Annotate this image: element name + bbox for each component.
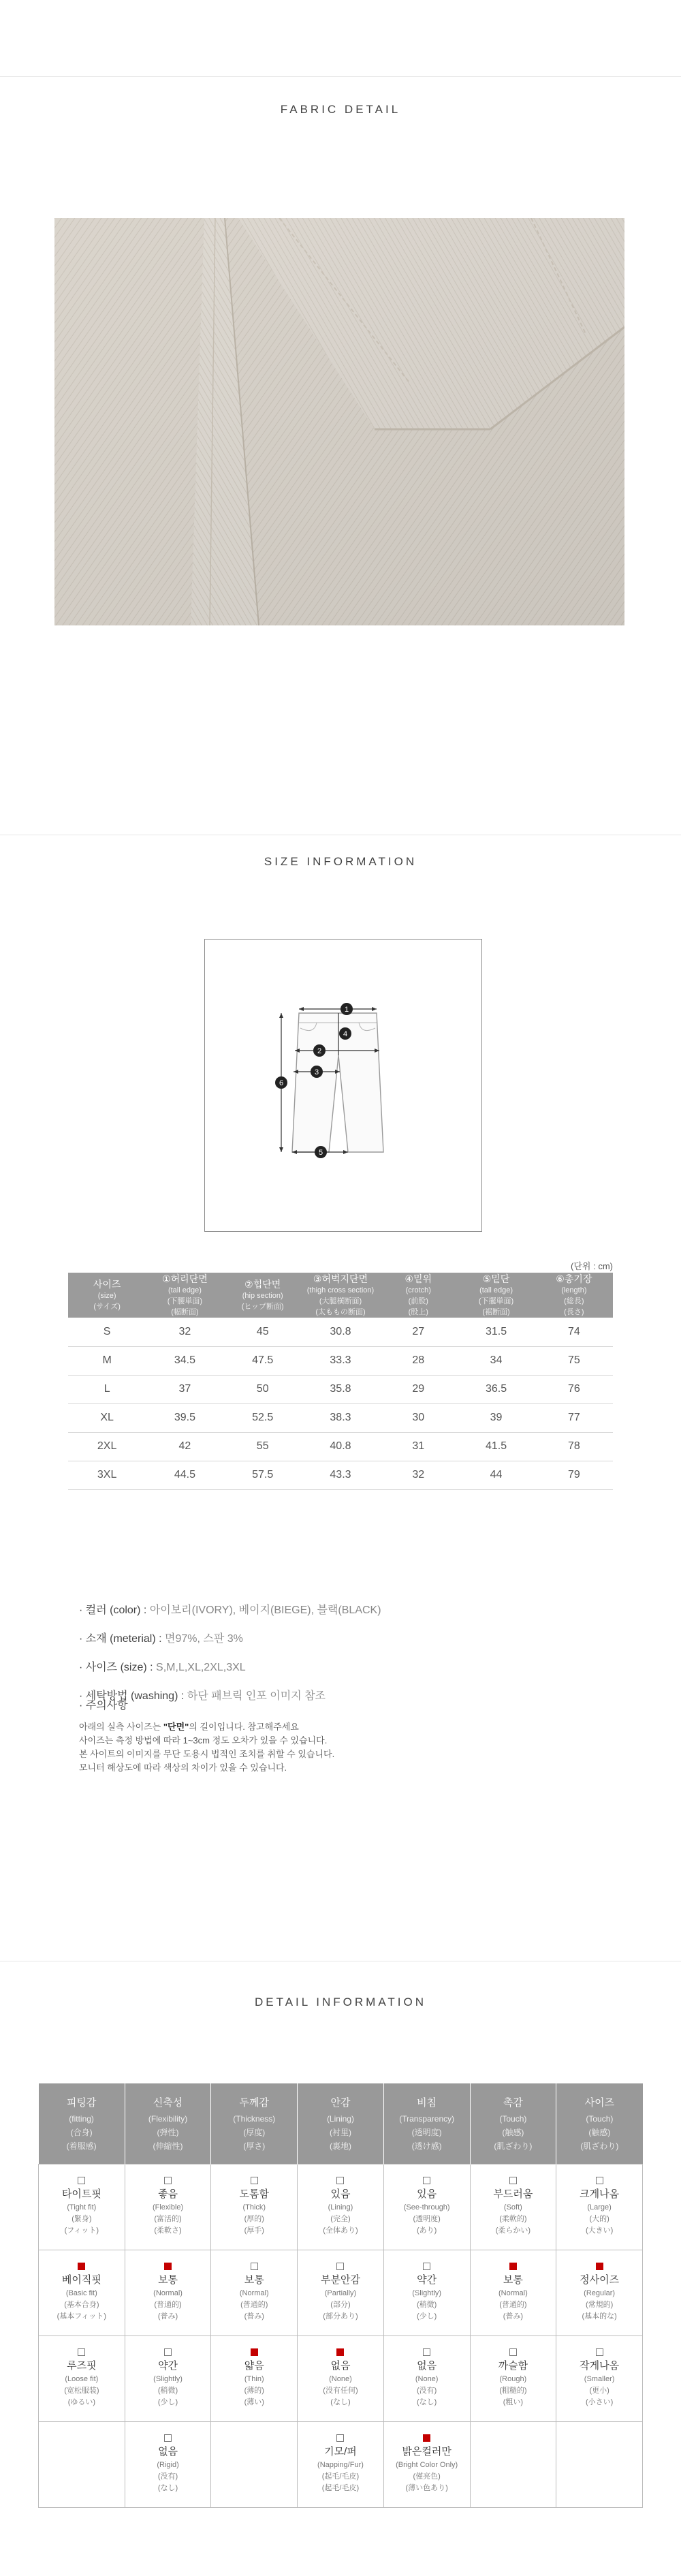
value-cell: 75 [535, 1346, 613, 1375]
unchecked-box-icon [423, 2348, 430, 2356]
unchecked-box-icon [596, 2177, 603, 2184]
option-sublabel: (基本的な) [582, 2312, 617, 2321]
unchecked-box-icon [423, 2263, 430, 2270]
option-label: 정사이즈 [580, 2274, 620, 2286]
option-sublabel: (厚手) [244, 2226, 264, 2235]
checked-box-icon [596, 2263, 603, 2270]
option-sublabel: (薄い) [244, 2398, 264, 2406]
pants-diagram [205, 940, 483, 1232]
option-sublabel: (薄的) [244, 2387, 264, 2395]
option-sublabel: (Large) [587, 2203, 612, 2212]
notice-line: 아래의 실측 사이즈는 "단면"의 길이입니다. 참고해주세요 [79, 1722, 299, 1732]
value-cell: 36.5 [457, 1375, 535, 1403]
option-label: 보통 [244, 2274, 264, 2286]
hip-col-header: ②힙단면 (hip section) (ヒップ断面) [224, 1273, 302, 1318]
crotch-col-header: ④밑위 (crotch) (前股) (股上) [379, 1273, 457, 1318]
value-cell: 47.5 [224, 1346, 302, 1375]
unchecked-box-icon [336, 2263, 344, 2270]
detail-option [556, 2250, 643, 2336]
option-sublabel: (なし) [417, 2398, 437, 2406]
table-row [68, 1403, 613, 1432]
option-label: 없음 [417, 2360, 437, 2372]
option-sublabel: (Tight fit) [67, 2203, 97, 2212]
option-sublabel: (柔軟さ) [154, 2226, 182, 2235]
size-cell: M [68, 1346, 146, 1375]
option-sublabel: (稍微) [417, 2301, 437, 2309]
option-label: 까슬함 [498, 2360, 528, 2372]
detail-option [470, 2250, 556, 2336]
notice-line: 모니터 해상도에 따라 색상의 차이가 있을 수 있습니다. [79, 1763, 287, 1773]
option-sublabel: (なし) [330, 2398, 351, 2406]
option-sublabel: (粗糙的) [499, 2387, 527, 2395]
option-sublabel: (柔らかい) [495, 2226, 531, 2235]
detail-option [298, 2336, 384, 2421]
option-label: 있음 [330, 2188, 351, 2200]
option-sublabel: (ゆるい) [67, 2398, 96, 2406]
value-cell: 55 [224, 1432, 302, 1461]
value-cell: 52.5 [224, 1403, 302, 1432]
option-sublabel: (Slightly) [153, 2375, 183, 2383]
checked-box-icon [423, 2434, 430, 2442]
option-label: 보통 [158, 2274, 178, 2286]
value-cell: 77 [535, 1403, 613, 1432]
option-sublabel: (Smaller) [584, 2375, 615, 2383]
option-sublabel: (Rough) [499, 2375, 527, 2383]
detail-option [470, 2336, 556, 2421]
checked-box-icon [336, 2348, 344, 2356]
option-sublabel: (小さい) [585, 2398, 614, 2406]
option-sublabel: (Regular) [584, 2289, 616, 2297]
value-cell: 38.3 [302, 1403, 379, 1432]
option-sublabel: (フィット) [64, 2226, 99, 2235]
detail-option [383, 2250, 470, 2336]
notice-title: · 주의사항 [79, 1700, 128, 1711]
value-cell: 29 [379, 1375, 457, 1403]
value-cell: 45 [224, 1318, 302, 1346]
checked-box-icon [251, 2348, 258, 2356]
option-sublabel: (起毛/毛皮) [321, 2484, 360, 2492]
touch-header: 촉감 (Touch) (触感) (肌ざわり) [470, 2083, 556, 2164]
unchecked-box-icon [251, 2177, 258, 2184]
unchecked-box-icon [164, 2434, 172, 2442]
option-label: 없음 [158, 2446, 178, 2457]
option-label: 보통 [503, 2274, 523, 2286]
thigh-col-header: ③허벅지단면 (thigh cross section) (大腿横断面) (太ももの断面) [302, 1273, 379, 1318]
option-label: 약간 [417, 2274, 437, 2286]
notice-line: 사이즈는 측정 방법에 따라 1~3cm 정도 오차가 있을 수 있습니다. [79, 1735, 328, 1745]
option-sublabel: (稍微) [157, 2387, 178, 2395]
info-washing: · 세탁방법 (washing) : 하단 패브릭 인포 이미지 참조 [79, 1690, 326, 1702]
size-cell: S [68, 1318, 146, 1346]
marker-3: 3 [314, 1068, 319, 1076]
option-label: 크게나옴 [580, 2188, 620, 2200]
detail-option [125, 2164, 211, 2250]
value-cell: 44.5 [146, 1461, 223, 1489]
option-sublabel: (部分) [330, 2301, 351, 2309]
value-cell: 50 [224, 1375, 302, 1403]
size-col-header: 사이즈 (size) (サイズ) [68, 1273, 146, 1318]
unchecked-box-icon [78, 2348, 85, 2356]
value-cell: 40.8 [302, 1432, 379, 1461]
info-color: · 컬러 (color) : 아이보리(IVORY), 베이지(BIEGE), 블랙(BLACK) [79, 1604, 381, 1616]
value-cell: 43.3 [302, 1461, 379, 1489]
value-cell: 41.5 [457, 1432, 535, 1461]
detail-option [211, 2336, 298, 2421]
option-label: 부드러움 [493, 2188, 533, 2200]
detail-option [211, 2250, 298, 2336]
detail-option [211, 2164, 298, 2250]
detail-table [38, 2083, 643, 2508]
detail-option-row [39, 2421, 643, 2507]
option-sublabel: (あり) [417, 2226, 437, 2235]
fabric-image [54, 218, 624, 625]
value-cell: 28 [379, 1346, 457, 1375]
option-sublabel: (更小) [589, 2387, 609, 2395]
option-sublabel: (薄い色あり) [405, 2484, 448, 2492]
option-sublabel: (Normal) [239, 2289, 269, 2297]
marker-4: 4 [343, 1030, 348, 1038]
size-table-header [68, 1273, 613, 1318]
option-sublabel: (普み) [157, 2312, 178, 2321]
option-sublabel: (富活的) [154, 2215, 182, 2223]
option-sublabel: (なし) [157, 2484, 178, 2492]
option-label: 얇음 [244, 2360, 264, 2372]
unchecked-box-icon [336, 2434, 344, 2442]
value-cell: 39 [457, 1403, 535, 1432]
detail-option-row [39, 2336, 643, 2421]
checked-box-icon [78, 2263, 85, 2270]
detail-option [298, 2250, 384, 2336]
transparency-header: 비침 (Transparency) (透明度) (透け感) [383, 2083, 470, 2164]
option-label: 타이트핏 [61, 2188, 101, 2200]
value-cell: 32 [379, 1461, 457, 1489]
unchecked-box-icon [251, 2263, 258, 2270]
option-sublabel: (没有任何) [323, 2387, 358, 2395]
detail-option [556, 2164, 643, 2250]
detail-option [125, 2421, 211, 2507]
option-sublabel: (普通的) [154, 2301, 182, 2309]
detail-option [383, 2336, 470, 2421]
option-label: 좋음 [158, 2188, 178, 2200]
option-label: 없음 [330, 2360, 351, 2372]
option-sublabel: (粗い) [503, 2398, 524, 2406]
unchecked-box-icon [164, 2348, 172, 2356]
marker-5: 5 [318, 1149, 323, 1157]
thickness-header: 두께감 (Thickness) (厚度) (厚さ) [211, 2083, 298, 2164]
option-sublabel: (没有) [417, 2387, 437, 2395]
notice-block [79, 1696, 624, 1775]
info-material: · 소재 (meterial) : 면97%, 스판 3% [79, 1633, 243, 1645]
value-cell: 32 [146, 1318, 223, 1346]
checked-box-icon [164, 2263, 172, 2270]
value-cell: 74 [535, 1318, 613, 1346]
option-label: 베이직핏 [61, 2274, 101, 2286]
table-row [68, 1346, 613, 1375]
value-cell: 34.5 [146, 1346, 223, 1375]
value-cell: 78 [535, 1432, 613, 1461]
option-sublabel: (起毛/毛皮) [321, 2472, 360, 2481]
table-row [68, 1375, 613, 1403]
empty-cell [470, 2421, 556, 2507]
product-info-list [79, 1596, 624, 1711]
size-diagram [204, 939, 482, 1232]
option-sublabel: (透明度) [413, 2215, 441, 2223]
value-cell: 34 [457, 1346, 535, 1375]
unchecked-box-icon [509, 2348, 517, 2356]
option-sublabel: (少し) [157, 2398, 178, 2406]
value-cell: 27 [379, 1318, 457, 1346]
option-sublabel: (Thick) [242, 2203, 266, 2212]
option-sublabel: (Napping/Fur) [317, 2461, 364, 2469]
fabric-photo [54, 218, 624, 625]
value-cell: 31.5 [457, 1318, 535, 1346]
option-label: 작게나옴 [580, 2360, 620, 2372]
size-cell: 2XL [68, 1432, 146, 1461]
value-cell: 79 [535, 1461, 613, 1489]
table-row [68, 1432, 613, 1461]
option-sublabel: (完全) [330, 2215, 351, 2223]
hem-col-header: ⑤밑단 (tall edge) (下擺単面) (裾断面) [457, 1273, 535, 1318]
detail-information-title: DETAIL INFORMATION [254, 1996, 427, 2008]
unit-note: (단위 : cm) [571, 1261, 613, 1271]
option-sublabel: (Normal) [498, 2289, 528, 2297]
detail-option-row [39, 2164, 643, 2250]
flexibility-header: 신축성 (Flexibility) (弹性) (伸縮性) [125, 2083, 211, 2164]
fitting-header: 피팅감 (fitting) (合身) (着服感) [39, 2083, 125, 2164]
marker-2: 2 [317, 1047, 322, 1055]
option-sublabel: (Loose fit) [65, 2375, 99, 2383]
table-row [68, 1461, 613, 1489]
option-sublabel: (Normal) [153, 2289, 183, 2297]
option-label: 루즈핏 [67, 2360, 97, 2372]
fabric-detail-title: FABRIC DETAIL [280, 103, 401, 116]
value-cell: 37 [146, 1375, 223, 1403]
size-cell: L [68, 1375, 146, 1403]
size-cell: XL [68, 1403, 146, 1432]
detail-option [125, 2250, 211, 2336]
info-size: · 사이즈 (size) : S,M,L,XL,2XL,3XL [79, 1662, 246, 1673]
marker-6: 6 [279, 1079, 284, 1087]
detail-option [298, 2421, 384, 2507]
option-sublabel: (僅亮色) [413, 2472, 441, 2481]
detail-option [39, 2164, 125, 2250]
detail-option [470, 2164, 556, 2250]
detail-option [383, 2421, 470, 2507]
length-col-header: ⑥총기장 (length) (総長) (長さ) [535, 1273, 613, 1318]
option-sublabel: (Partially) [324, 2289, 357, 2297]
empty-cell [211, 2421, 298, 2507]
option-sublabel: (普み) [503, 2312, 524, 2321]
detail-option [556, 2336, 643, 2421]
unchecked-box-icon [423, 2177, 430, 2184]
detail-header-row [39, 2083, 643, 2164]
option-sublabel: (See-through) [403, 2203, 450, 2212]
option-sublabel: (普み) [244, 2312, 264, 2321]
option-sublabel: (柔軟的) [499, 2215, 527, 2223]
option-label: 도톰함 [239, 2188, 269, 2200]
unchecked-box-icon [509, 2177, 517, 2184]
detail-option [39, 2250, 125, 2336]
option-sublabel: (大きい) [585, 2226, 614, 2235]
option-sublabel: (Flexible) [152, 2203, 184, 2212]
unchecked-box-icon [336, 2177, 344, 2184]
unchecked-box-icon [596, 2348, 603, 2356]
detail-option [298, 2164, 384, 2250]
option-sublabel: (Slightly) [412, 2289, 442, 2297]
option-sublabel: (普通的) [240, 2301, 268, 2309]
checked-box-icon [509, 2263, 517, 2270]
table-row [68, 1318, 613, 1346]
size-fit-header: 사이즈 (Touch) (触感) (肌ざわり) [556, 2083, 643, 2164]
value-cell: 33.3 [302, 1346, 379, 1375]
option-label: 부분안감 [320, 2274, 360, 2286]
value-cell: 57.5 [224, 1461, 302, 1489]
value-cell: 30.8 [302, 1318, 379, 1346]
option-sublabel: (None) [415, 2375, 439, 2383]
size-cell: 3XL [68, 1461, 146, 1489]
option-sublabel: (緊身) [72, 2215, 92, 2223]
detail-option [383, 2164, 470, 2250]
value-cell: 76 [535, 1375, 613, 1403]
lining-header: 안감 (Lining) (衬里) (裏地) [298, 2083, 384, 2164]
size-information-title: SIZE INFORMATION [264, 855, 417, 868]
unchecked-box-icon [164, 2177, 172, 2184]
notice-line: 본 사이트의 이미지를 무단 도용시 법적인 조치를 취할 수 있습니다. [79, 1749, 335, 1759]
unchecked-box-icon [78, 2177, 85, 2184]
detail-option-row [39, 2250, 643, 2336]
option-sublabel: (Rigid) [157, 2461, 179, 2469]
value-cell: 35.8 [302, 1375, 379, 1403]
option-sublabel: (少し) [417, 2312, 437, 2321]
option-sublabel: (常規的) [585, 2301, 614, 2309]
option-sublabel: (大的) [589, 2215, 609, 2223]
option-sublabel: (Lining) [328, 2203, 353, 2212]
size-table [68, 1273, 613, 1490]
option-sublabel: (没有) [157, 2472, 178, 2481]
option-sublabel: (Soft) [503, 2203, 522, 2212]
option-sublabel: (宽松服装) [64, 2387, 99, 2395]
option-sublabel: (厚的) [244, 2215, 264, 2223]
option-sublabel: (全体あり) [323, 2226, 358, 2235]
option-sublabel: (基本合身) [64, 2301, 99, 2309]
value-cell: 30 [379, 1403, 457, 1432]
detail-option [39, 2336, 125, 2421]
top-divider [0, 76, 681, 77]
value-cell: 39.5 [146, 1403, 223, 1432]
option-label: 약간 [158, 2360, 178, 2372]
option-label: 밝은컬러만 [402, 2446, 452, 2457]
option-label: 있음 [417, 2188, 437, 2200]
waist-col-header: ①허리단면 (tall edge) (下腰単面) (幅断面) [146, 1273, 223, 1318]
option-sublabel: (None) [329, 2375, 352, 2383]
option-sublabel: (Basic fit) [65, 2289, 97, 2297]
empty-cell [39, 2421, 125, 2507]
option-sublabel: (Bright Color Only) [396, 2461, 458, 2469]
option-sublabel: (基本フィット) [57, 2312, 107, 2321]
value-cell: 44 [457, 1461, 535, 1489]
value-cell: 31 [379, 1432, 457, 1461]
empty-cell [556, 2421, 643, 2507]
option-sublabel: (部分あり) [323, 2312, 358, 2321]
option-label: 기모/퍼 [324, 2446, 357, 2457]
detail-option [125, 2336, 211, 2421]
value-cell: 42 [146, 1432, 223, 1461]
option-sublabel: (普通的) [499, 2301, 527, 2309]
marker-1: 1 [344, 1006, 349, 1014]
option-sublabel: (Thin) [244, 2375, 264, 2383]
